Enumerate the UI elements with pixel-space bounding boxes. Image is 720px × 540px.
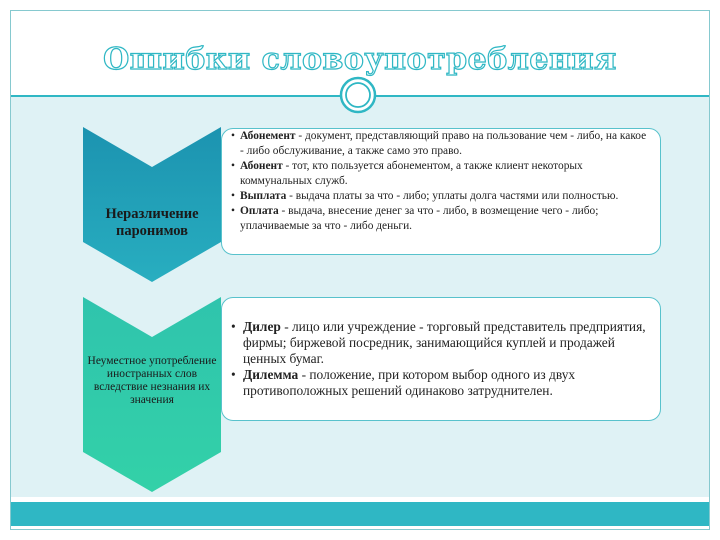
definition: - тот, кто пользуется абонементом, а также клиент некоторых коммунальных служб. xyxy=(240,160,583,187)
list-item xyxy=(228,189,652,204)
list-item xyxy=(228,159,652,189)
list-item xyxy=(228,367,652,399)
chevron-paronyms xyxy=(83,127,221,282)
definition-card-foreign-words xyxy=(221,297,661,421)
bullet-icon: • xyxy=(231,367,236,382)
definition: - выдача, внесение денег за что - либо, в возмещение чего - либо; уплачиваемые за что - либо деньги. xyxy=(240,205,599,232)
term: Дилер xyxy=(243,319,281,334)
bullet-icon: • xyxy=(231,205,235,217)
circle-ornament-icon xyxy=(339,76,377,114)
definition: - лицо или учреждение - торговый представитель предприятия, фирмы; биржевой посредник, занимающийся куплей и продажей ценных бумаг. xyxy=(243,319,646,366)
bullet-icon: • xyxy=(231,130,235,142)
definition-list xyxy=(228,298,652,399)
slide-title: Ошибки словоупотребления xyxy=(103,42,617,77)
definition: - документ, представляющий право на пользование чем - либо, на какое - либо обслуживание, а также само это право. xyxy=(240,130,647,157)
bullet-icon: • xyxy=(231,160,235,172)
term: Абонент xyxy=(240,160,283,172)
definition: - выдача платы за что - либо; уплаты долга частями или полностью. xyxy=(286,190,619,202)
bullet-icon: • xyxy=(231,319,236,334)
list-item xyxy=(228,319,652,367)
term: Оплата xyxy=(240,205,279,217)
term: Абонемент xyxy=(240,130,296,142)
term: Дилемма xyxy=(243,367,299,382)
definition-list xyxy=(228,129,652,234)
section-label-foreign-words: Неуместное употребление иностранных слов вследствие незнания их значения xyxy=(87,355,217,406)
section-label-paronyms: Неразличение паронимов xyxy=(105,206,199,239)
definition-card-paronyms xyxy=(221,128,661,255)
list-item xyxy=(228,129,652,159)
bullet-icon: • xyxy=(231,190,235,202)
list-item xyxy=(228,204,652,234)
bottom-bar xyxy=(11,502,709,526)
definition: - положение, при котором выбор одного из двух противоположных решений одинаково затруднителен. xyxy=(243,367,576,398)
term: Выплата xyxy=(240,190,287,202)
